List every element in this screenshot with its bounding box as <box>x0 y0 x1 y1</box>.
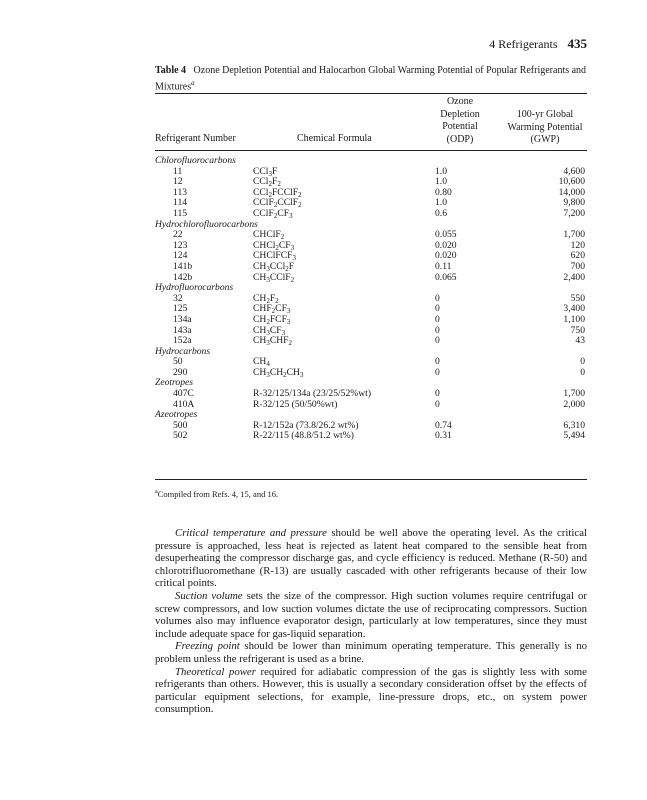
refrigerant-number: 410A <box>173 398 195 410</box>
refrigerant-number: 115 <box>173 207 188 219</box>
formula-part: CHClF <box>253 229 281 241</box>
gwp-value: 4,600 <box>563 165 585 177</box>
odp-value: 0 <box>435 303 440 315</box>
odp-line: Potential <box>442 121 478 132</box>
formula-part: R-12/152a (73.8/26.2 wt%) <box>253 419 359 431</box>
formula-subscript: 2 <box>268 180 272 189</box>
table-bottom-rule <box>155 479 587 480</box>
formula-part: CCl <box>253 165 269 177</box>
formula-part: F <box>271 176 278 188</box>
formula-subscript: 3 <box>268 169 272 178</box>
col-header-odp <box>430 96 490 146</box>
formula-subscript: 2 <box>273 211 278 220</box>
gwp-value: 9,800 <box>563 197 585 209</box>
gwp-value: 7,200 <box>563 207 585 219</box>
refrigerant-number: 141b <box>173 260 193 272</box>
formula-subscript: 3 <box>266 370 270 379</box>
group-row <box>155 156 587 167</box>
group-row <box>155 347 587 358</box>
gwp-value: 2,000 <box>563 398 585 410</box>
table-row <box>155 188 587 199</box>
formula-part: R-22/115 (48.8/51.2 wt%) <box>253 430 354 442</box>
formula-subscript: 2 <box>288 339 292 348</box>
formula-part: CCl <box>269 260 286 272</box>
formula-part: CCl <box>253 186 269 198</box>
col-header-formula: Chemical Formula <box>297 133 372 144</box>
odp-value: 0 <box>435 324 440 336</box>
paragraph-lead: Theoretical power <box>175 665 256 678</box>
table-footnote <box>155 489 278 499</box>
formula-part: CH <box>269 366 284 378</box>
odp-value: 0 <box>435 388 440 400</box>
odp-value: 0 <box>435 313 440 325</box>
table-row <box>155 251 587 262</box>
formula-subscript: 2 <box>298 201 302 210</box>
gwp-value: 1,700 <box>563 388 585 400</box>
formula-subscript: 3 <box>286 307 291 316</box>
chemical-formula <box>253 273 435 284</box>
odp-value: 0 <box>435 292 440 304</box>
formula-subscript: 2 <box>283 370 287 379</box>
odp-value: 0.020 <box>435 250 457 262</box>
formula-part: CClF <box>253 207 274 219</box>
gwp-value: 0 <box>580 356 585 368</box>
gwp-value: 750 <box>570 324 585 336</box>
odp-value: 0 <box>435 335 440 347</box>
table-row <box>155 326 587 337</box>
formula-part: CF <box>278 239 291 251</box>
formula-part: CH <box>286 366 300 378</box>
gwp-value: 0 <box>580 366 585 378</box>
table-row <box>155 177 587 188</box>
formula-subscript: 3 <box>290 243 295 252</box>
table-row <box>155 421 587 432</box>
formula-part: CCl <box>253 176 269 188</box>
odp-value: 1.0 <box>435 197 447 209</box>
table-row <box>155 241 587 252</box>
formula-part: CF <box>269 324 282 336</box>
odp-value: 0.020 <box>435 239 457 251</box>
refrigerant-number: 290 <box>173 366 188 378</box>
group-label: Zeotropes <box>155 377 194 389</box>
formula-subscript: 4 <box>266 360 270 369</box>
formula-part: CHCl <box>253 239 276 251</box>
odp-line: Depletion <box>440 108 480 120</box>
formula-subscript: 3 <box>292 254 296 263</box>
refrigerant-number: 11 <box>173 165 183 177</box>
gwp-line: (GWP) <box>530 134 560 145</box>
gwp-value: 6,310 <box>563 419 585 431</box>
chemical-formula <box>253 336 435 347</box>
gwp-value: 700 <box>570 260 585 272</box>
gwp-value: 10,600 <box>558 176 585 188</box>
odp-value: 0.055 <box>435 229 457 241</box>
table-row <box>155 431 587 442</box>
refrigerant-number: 50 <box>173 356 183 368</box>
gwp-line: Warming Potential <box>507 121 583 133</box>
odp-value: 0 <box>435 398 440 410</box>
gwp-value: 1,100 <box>563 313 585 325</box>
footnote-text: Compiled from Refs. 4, 15, and 16. <box>157 489 279 499</box>
gwp-value: 1,700 <box>563 229 585 241</box>
formula-part: CHF <box>269 335 289 347</box>
formula-part: R-32/125/134a (23/25/52%wt) <box>253 388 372 400</box>
paragraph-lead: Suction volume <box>175 589 243 602</box>
formula-part: CH <box>253 313 267 325</box>
table-row <box>155 198 587 209</box>
group-label: Hydrochlorofluorocarbons <box>155 218 258 230</box>
formula-subscript: 3 <box>286 317 291 326</box>
gwp-value: 43 <box>575 335 585 347</box>
odp-value: 0.6 <box>435 207 447 219</box>
refrigerant-number: 123 <box>173 239 188 251</box>
page-header <box>489 36 587 52</box>
table-row <box>155 357 587 368</box>
group-row <box>155 283 587 294</box>
paragraph <box>155 590 587 640</box>
formula-part: CClF <box>253 197 274 209</box>
refrigerant-number: 500 <box>173 419 188 431</box>
formula-part: CHF <box>253 303 272 315</box>
paragraph-lead: Critical temperature and pressure <box>175 527 327 539</box>
group-label: Azeotropes <box>155 409 198 421</box>
chemical-formula <box>253 431 435 442</box>
gwp-value: 14,000 <box>558 186 585 198</box>
formula-part: CH <box>253 260 267 272</box>
refrigerant-number: 502 <box>173 430 188 442</box>
table-caption <box>155 64 595 93</box>
odp-value: 0.065 <box>435 271 457 283</box>
formula-subscript: 2 <box>275 243 279 252</box>
odp-line: Ozone <box>446 96 474 107</box>
formula-part: FCF <box>269 313 287 325</box>
odp-value: 0.11 <box>435 260 452 272</box>
paragraph <box>155 527 587 590</box>
odp-value: 0.31 <box>435 430 452 442</box>
paragraph <box>155 666 587 716</box>
refrigerant-number: 407C <box>173 388 194 400</box>
formula-subscript: 3 <box>266 339 270 348</box>
table-row <box>155 368 587 379</box>
gwp-value: 550 <box>570 292 585 304</box>
formula-subscript: 2 <box>298 190 302 199</box>
formula-subscript: 3 <box>266 264 270 273</box>
refrigerant-number: 124 <box>173 250 188 262</box>
formula-subscript: 2 <box>277 180 281 189</box>
paragraph-text: should be well above the operating level. As the critical pressure is approached, less heat is rejected as latent heat compared to the sensible heat from desuperheating the compressor discharge gas, and cycle efficiency is reduced. Methane (R-50) and chlorotrifluoromethane (R-13) are usually cascaded with other refrigerants because of their low critical points. <box>155 527 587 590</box>
table-header-rule <box>155 150 587 151</box>
caption-note-marker: a <box>191 79 195 87</box>
refrigerant-number: 114 <box>173 197 188 209</box>
table-row <box>155 400 587 411</box>
formula-subscript: 3 <box>299 370 304 379</box>
odp-value: 1.0 <box>435 165 447 177</box>
formula-subscript: 3 <box>289 211 293 220</box>
paragraph-lead: Freezing point <box>175 640 240 653</box>
paragraph-text: should be lower than minimum operating temperature. This generally is no problem unless the refrigerant is used as a brine. <box>155 640 588 665</box>
odp-value: 0 <box>435 356 440 368</box>
gwp-value: 620 <box>570 250 585 262</box>
paragraph-text: sets the size of the compressor. High suction volumes require centrifugal or screw compressors, and low suction volumes dictate the use of reciprocating compressors. Suction volumes also may influence evaporator design, particularly at low temperatures, since they must include adequate space for gas-liquid separation. <box>155 589 587 640</box>
refrigerant-table <box>155 156 587 442</box>
body-text <box>155 527 587 716</box>
refrigerant-number: 113 <box>173 186 188 198</box>
running-head: 4 Refrigerants <box>489 37 558 51</box>
formula-subscript: 2 <box>266 296 270 305</box>
table-row <box>155 336 587 347</box>
chemical-formula <box>253 400 435 411</box>
formula-part: CHClFCF <box>253 250 293 262</box>
table-row <box>155 294 587 305</box>
formula-part: CH <box>253 324 267 336</box>
refrigerant-number: 12 <box>173 176 183 188</box>
formula-part: CF <box>277 207 290 219</box>
formula-part: CClF <box>277 197 299 209</box>
group-label: Chlorofluorocarbons <box>155 155 236 166</box>
table-row <box>155 389 587 400</box>
formula-part: CF <box>275 303 287 315</box>
table-row <box>155 315 587 326</box>
formula-part: CH <box>253 292 267 304</box>
table-row <box>155 167 587 178</box>
formula-subscript: 2 <box>275 296 279 305</box>
formula-part: CH <box>253 271 267 283</box>
paragraph <box>155 640 587 665</box>
chemical-formula <box>253 209 435 220</box>
gwp-value: 3,400 <box>563 303 585 315</box>
refrigerant-number: 152a <box>173 335 192 347</box>
table-row <box>155 230 587 241</box>
formula-subscript: 2 <box>273 201 278 210</box>
formula-subscript: 2 <box>266 317 270 326</box>
page-number: 435 <box>567 36 587 51</box>
formula-subscript: 3 <box>281 328 286 337</box>
formula-part: F <box>271 165 278 177</box>
col-header-gwp <box>500 109 590 147</box>
col-header-refrigerant: Refrigerant Number <box>155 133 236 144</box>
formula-subscript: 2 <box>268 190 272 199</box>
table-row <box>155 304 587 315</box>
formula-subscript: 2 <box>271 307 276 316</box>
group-label: Hydrocarbons <box>155 345 211 357</box>
odp-value: 0.74 <box>435 419 452 431</box>
group-row <box>155 410 587 421</box>
gwp-value: 2,400 <box>563 271 585 283</box>
formula-part: CH <box>253 335 267 347</box>
refrigerant-number: 32 <box>173 292 183 304</box>
odp-value: 0 <box>435 366 440 378</box>
formula-part: F <box>288 260 295 272</box>
footnote-marker: a <box>155 489 158 496</box>
formula-part: CClF <box>269 271 291 283</box>
gwp-value: 120 <box>570 239 585 251</box>
table-row <box>155 209 587 220</box>
formula-part: CH <box>253 356 267 368</box>
gwp-value: 5,494 <box>563 430 585 442</box>
group-label: Hydrofluorocarbons <box>155 282 234 294</box>
refrigerant-number: 143a <box>173 324 192 336</box>
table-top-rule <box>155 93 587 94</box>
formula-subscript: 2 <box>290 275 295 284</box>
formula-subscript: 3 <box>266 328 270 337</box>
table-body <box>155 156 587 442</box>
chemical-formula <box>253 368 435 379</box>
chemical-formula <box>253 167 435 178</box>
table-title: Ozone Depletion Potential and Halocarbon Global Warming Potential of Popular Refrigerants and Mixtures <box>155 65 587 93</box>
formula-part: F <box>269 292 276 304</box>
formula-part: FCClF <box>271 186 299 198</box>
odp-line: (ODP) <box>446 133 474 145</box>
table-row <box>155 262 587 273</box>
formula-subscript: 2 <box>280 233 285 242</box>
formula-part: R-32/125 (50/50%wt) <box>253 398 338 410</box>
formula-subscript: 3 <box>266 275 270 284</box>
odp-value: 1.0 <box>435 176 447 188</box>
refrigerant-number: 22 <box>173 229 183 241</box>
gwp-line: 100-yr Global <box>516 109 574 120</box>
formula-subscript: 2 <box>285 264 289 273</box>
refrigerant-number: 125 <box>173 303 188 315</box>
odp-value: 0.80 <box>435 186 452 198</box>
table-label: Table 4 <box>155 65 187 76</box>
refrigerant-number: 134a <box>173 313 192 325</box>
refrigerant-number: 142b <box>173 271 193 283</box>
formula-part: CH <box>253 366 267 378</box>
paragraph-text: required for adiabatic compression of the gas is slightly less with some refrigerants than others. However, this is usually a secondary consideration offset by the effects of particular equipment selections, for example, line-pressure drops, etc., on system power consumption. <box>155 665 587 716</box>
group-row <box>155 220 587 231</box>
